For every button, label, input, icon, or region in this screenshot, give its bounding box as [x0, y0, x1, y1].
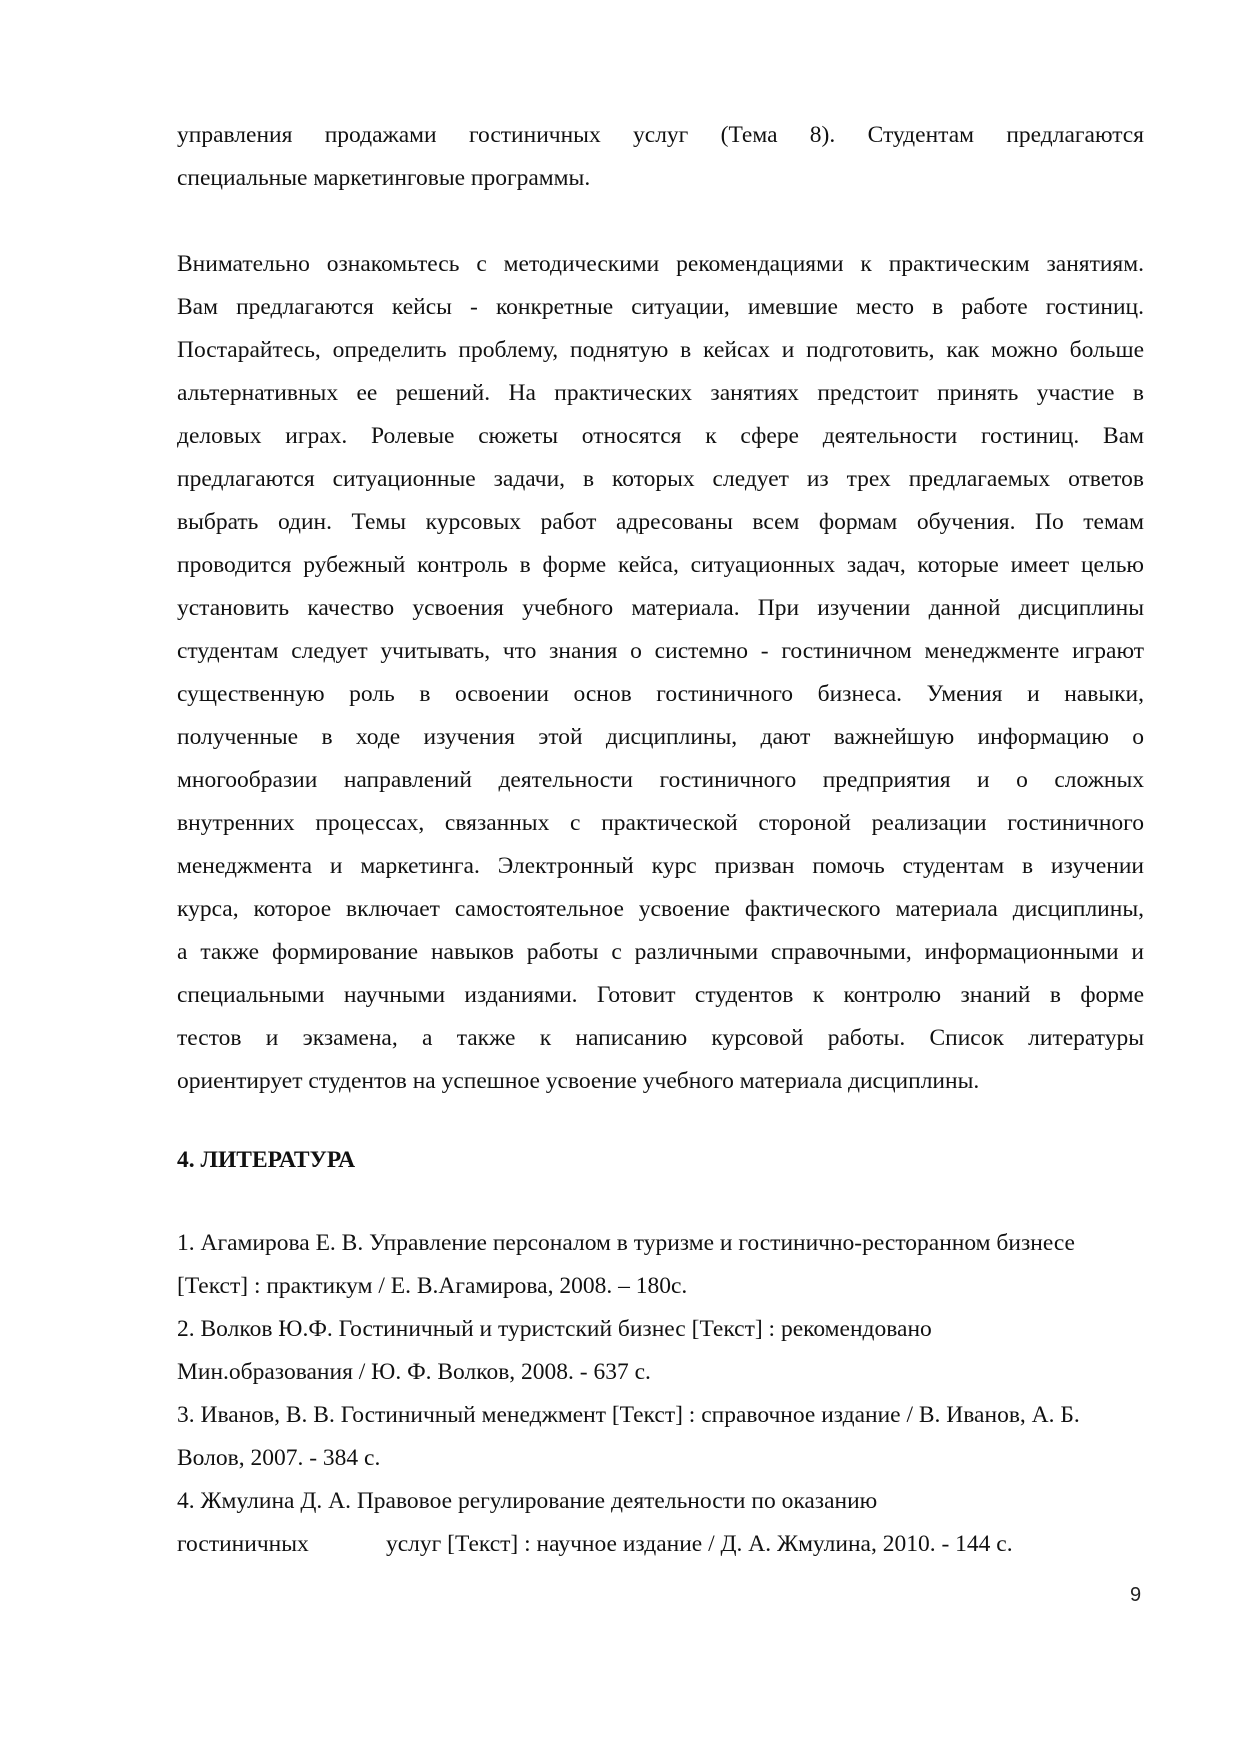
- heading-spacer: [177, 1103, 1144, 1139]
- text-line: курса, которое включает самостоятельное усвоение фактического материала дисциплины,: [177, 896, 1144, 922]
- reference-line: 1. Агамирова Е. В. Управление персоналом в туризме и гостинично-ресторанном бизнесе: [177, 1230, 1075, 1256]
- section-heading: 4. ЛИТЕРАТУРА: [177, 1147, 356, 1173]
- text-line: специальные маркетинговые программы.: [177, 165, 591, 191]
- reference-fragment: гостиничных: [177, 1531, 309, 1557]
- text-line: ориентирует студентов на успешное усвоение учебного материала дисциплины.: [177, 1068, 980, 1094]
- reference-line: [Текст] : практикум / Е. В.Агамирова, 2008. – 180с.: [177, 1273, 688, 1299]
- reference-fragment: услуг [Текст] : научное издание / Д. А. Жмулина, 2010. - 144 с.: [386, 1531, 1013, 1557]
- text-line: Внимательно ознакомьтесь с методическими рекомендациями к практическим занятиям.: [177, 251, 1144, 277]
- text-line: менеджмента и маркетинга. Электронный курс призван помочь студентам в изучении: [177, 853, 1144, 879]
- text-line: управления продажами гостиничных услуг (Тема 8). Студентам предлагаются: [177, 122, 1144, 148]
- page-number: 9: [1130, 1584, 1142, 1606]
- text-line: установить качество усвоения учебного материала. При изучении данной дисциплины: [177, 595, 1144, 621]
- text-line: проводится рубежный контроль в форме кейса, ситуационных задач, которые имеет целью: [177, 552, 1144, 578]
- paragraph-spacer: [177, 200, 1144, 243]
- text-line: а также формирование навыков работы с различными справочными, информационными и: [177, 939, 1144, 965]
- text-line: внутренних процессах, связанных с практической стороной реализации гостиничного: [177, 810, 1144, 836]
- text-line: тестов и экзамена, а также к написанию курсовой работы. Список литературы: [177, 1025, 1144, 1051]
- reference-line: Волов, 2007. - 384 с.: [177, 1445, 381, 1471]
- text-line: существенную роль в освоении основ гостиничного бизнеса. Умения и навыки,: [177, 681, 1144, 707]
- text-line: предлагаются ситуационные задачи, в которых следует из трех предлагаемых ответов: [177, 466, 1144, 492]
- text-line: студентам следует учитывать, что знания о системно - гостиничном менеджменте играют: [177, 638, 1144, 664]
- body-paragraph: [177, 243, 1144, 1103]
- text-line: многообразии направлений деятельности гостиничного предприятия и о сложных: [177, 767, 1144, 793]
- text-line: специальными научными изданиями. Готовит студентов к контролю знаний в форме: [177, 982, 1144, 1008]
- intro-paragraph: [177, 114, 1144, 200]
- reference-line: [177, 1523, 1144, 1566]
- text-line: полученные в ходе изучения этой дисциплины, дают важнейшую информацию о: [177, 724, 1144, 750]
- heading-spacer: [177, 1182, 1144, 1222]
- text-line: деловых играх. Ролевые сюжеты относятся к сфере деятельности гостиниц. Вам: [177, 423, 1144, 449]
- reference-line: 4. Жмулина Д. А. Правовое регулирование деятельности по оказанию: [177, 1488, 878, 1514]
- reference-line: 2. Волков Ю.Ф. Гостиничный и туристский бизнес [Текст] : рекомендовано: [177, 1316, 932, 1342]
- reference-line: Мин.образования / Ю. Ф. Волков, 2008. - 637 с.: [177, 1359, 651, 1385]
- page-content: [177, 114, 1144, 1566]
- text-line: выбрать один. Темы курсовых работ адресованы всем формам обучения. По темам: [177, 509, 1144, 535]
- reference-line: 3. Иванов, В. В. Гостиничный менеджмент [Текст] : справочное издание / В. Иванов, А. Б.: [177, 1402, 1080, 1428]
- reference-list: [177, 1222, 1144, 1566]
- text-line: альтернативных ее решений. На практических занятиях предстоит принять участие в: [177, 380, 1144, 406]
- text-line: Постарайтесь, определить проблему, поднятую в кейсах и подготовить, как можно больше: [177, 337, 1144, 363]
- text-line: Вам предлагаются кейсы - конкретные ситуации, имевшие место в работе гостиниц.: [177, 294, 1144, 320]
